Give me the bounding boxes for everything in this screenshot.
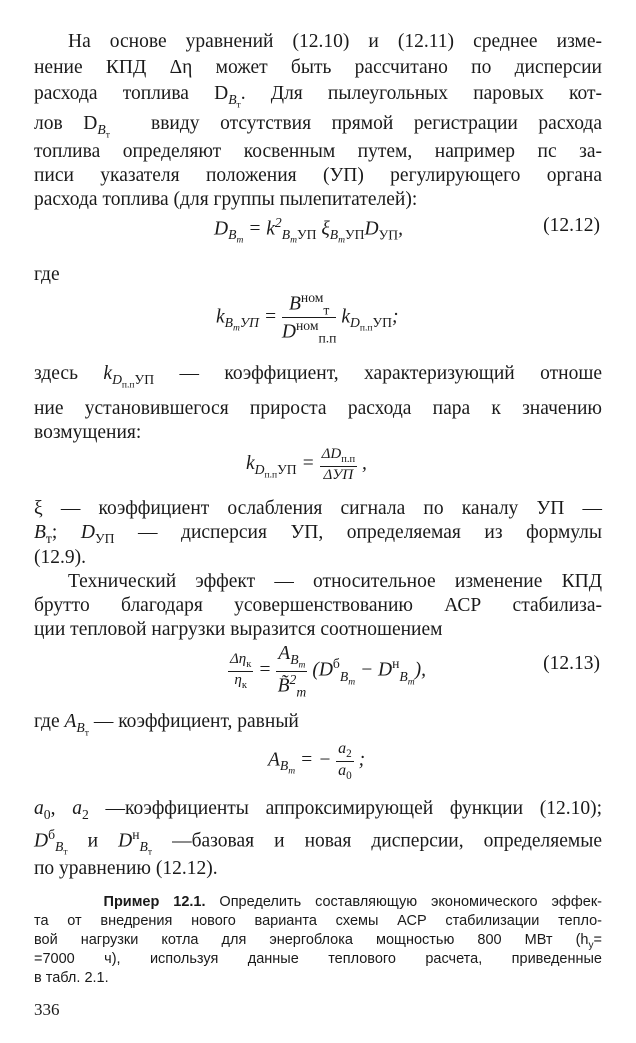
equation-number: (12.13) [543,653,600,674]
equation-a: $A_{B_т}$ = − $\frac{a_2}{a_0}$ ; [268,740,366,782]
text-line: ции тепловой нагрузки выразится соотношением [34,619,443,640]
equation-number: (12.12) [543,215,600,236]
text-line: брутто благодаря усовершенствованию АСР стабилиза- [34,595,602,616]
example-line: вой нагрузки котла для энергоблока мощностью 800 МВт ($h_у=$ [34,932,602,951]
text-line: расхода топлива $D_{B_т}$. Для пылеугольных паровых кот- [34,83,602,111]
text-line: где [34,264,60,285]
text-line: $D^б_{B_т}$ и $D^н_{B_т}$ —базовая и новая дисперсии, определяемые [34,827,603,859]
page-number: 336 [34,1000,60,1019]
text-line: На основе уравнений (12.10) и (12.11) среднее изме- [68,31,602,52]
text-line: ние установившегося прироста расхода пара к значению [34,398,602,419]
equation-kd: $k_{D_{п.п}УП}$ = $\frac{\Delta D_{п.п}}{\text{ΔУП}}$ , [246,446,367,483]
equation-k: $k_{B_тУП}$ = $\frac{B^{ном}_т}{D^{ном}_{п.п}}$ $k_{D_{п.п}УП}$; [216,290,399,346]
text-line: лов $D_{B_т}$ ввиду отсутствия прямой регистрации расхода [34,113,602,141]
example-line: та от внедрения нового варианта схемы АСР стабилизации тепло- [34,913,602,929]
text-line: топлива определяют косвенным путем, например пс за- [34,141,602,162]
text-line: $B_т$; $D_{УП}$ — дисперсия УП, определяемая из формулы [34,522,603,546]
text-line: нение КПД Δη может быть рассчитано по дисперсии [34,57,602,78]
text-line: здесь $k_{D_{п.п}УП}$ — коэффициент, характеризующий отноше [34,363,603,391]
text-line: ξ — коэффициент ослабления сигнала по каналу УП — [34,498,602,519]
text-line: возмущения: [34,422,142,443]
equation-12-12: $D_{B_т} = k^2_{B_тУП}$ $\xi_{B_тУП}D_{УП}$, [214,215,403,247]
text-line: где $A_{B_т}$ — коэффициент, равный [34,711,299,739]
example-line: в табл. 2.1. [34,970,109,986]
text-line: расхода топлива (для группы пылепитателей): [34,189,418,210]
example-line: Пример 12.1. Определить составляющую экономического эффек- [103,894,602,910]
equation-12-13: $\frac{\Delta\eta_к}{\eta_к}$ = $\frac{A_{B_т}}{B̃^2_т}$ $(D^б_{B_т} - D^н_{B_т})$, [230,643,427,700]
text-line: по уравнению (12.12). [34,858,218,879]
text-line: писи указателя положения (УП) регулирующего органа [34,165,602,186]
example-line: =7000 ч), используя данные теплового расчета, приведенные [34,951,602,967]
text-line: $a_0$, $a_2$ —коэффициенты аппроксимирующей функции (12.10); [34,798,603,822]
text-line: (12.9). [34,547,86,568]
text-line: Технический эффект — относительное изменение КПД [68,571,602,592]
